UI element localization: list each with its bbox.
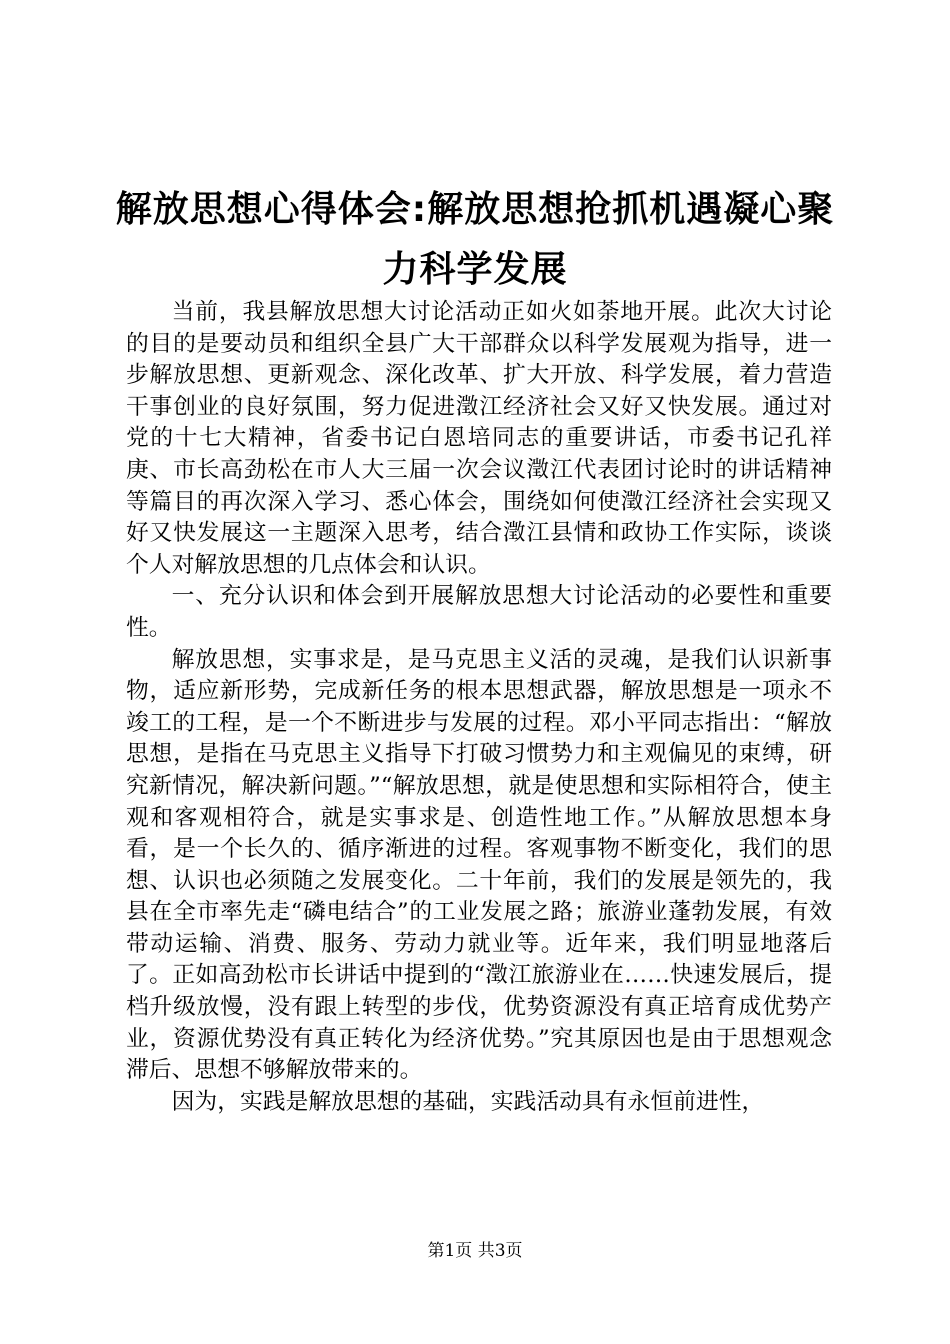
page-number-footer: 第1页 共3页 <box>427 1241 523 1261</box>
paragraph-liberation: 解放思想，实事求是，是马克思主义活的灵魂，是我们认识新事物，适应新形势，完成新任务的根本思想武器，解放思想是一项永不竣工的工程，是一个不断进步与发展的过程。邓小平同志指出：“解放思想，是指在马克思主义指导下打破习惯势力和主观偏见的束缚，研究新情况，解决新问题。”“解放思想，就是使思想和实际相符合，使主观和客观相符合，就是实事求是、创造性地工作。”从解放思想本身看，是一个长久的、循序渐进的过程。客观事物不断变化，我们的思想、认识也必须随之发展变化。二十年前，我们的发展是领先的，我县在全市率先走“磷电结合”的工业发展之路；旅游业蓬勃发展，有效带动运输、消费、服务、劳动力就业等。近年来，我们明显地落后了。正如高劲松市长讲话中提到的“澂江旅游业在……快速发展后，提档升级放慢，没有跟上转型的步伐，优势资源没有真正培育成优势产业，资源优势没有真正转化为经济优势。”究其原因也是由于思想观念滞后、思想不够解放带来的。 <box>126 646 832 1084</box>
document-title-line-2: 力科学发展 <box>382 249 568 290</box>
document-body <box>126 297 832 1118</box>
section-heading-1: 一、充分认识和体会到开展解放思想大讨论活动的必要性和重要性。 <box>126 583 832 641</box>
paragraph-intro: 当前，我县解放思想大讨论活动正如火如荼地开展。此次大讨论的目的是要动员和组织全县广大干部群众以科学发展观为指导，进一步解放思想、更新观念、深化改革、扩大开放、科学发展，着力营造干事创业的良好氛围，努力促进澂江经济社会又好又快发展。通过对党的十七大精神，省委书记白恩培同志的重要讲话，市委书记孔祥庚、市长高劲松在市人大三届一次会议澂江代表团讨论时的讲话精神等篇目的再次深入学习、悉心体会，围绕如何使澂江经济社会实现又好又快发展这一主题深入思考，结合澂江县情和政协工作实际，谈谈个人对解放思想的几点体会和认识。 <box>126 299 832 578</box>
paragraph-practice: 因为，实践是解放思想的基础，实践活动具有永恒前进性， <box>171 1088 765 1115</box>
document-title-line-1: 解放思想心得体会:解放思想抢抓机遇凝心聚 <box>115 189 835 230</box>
